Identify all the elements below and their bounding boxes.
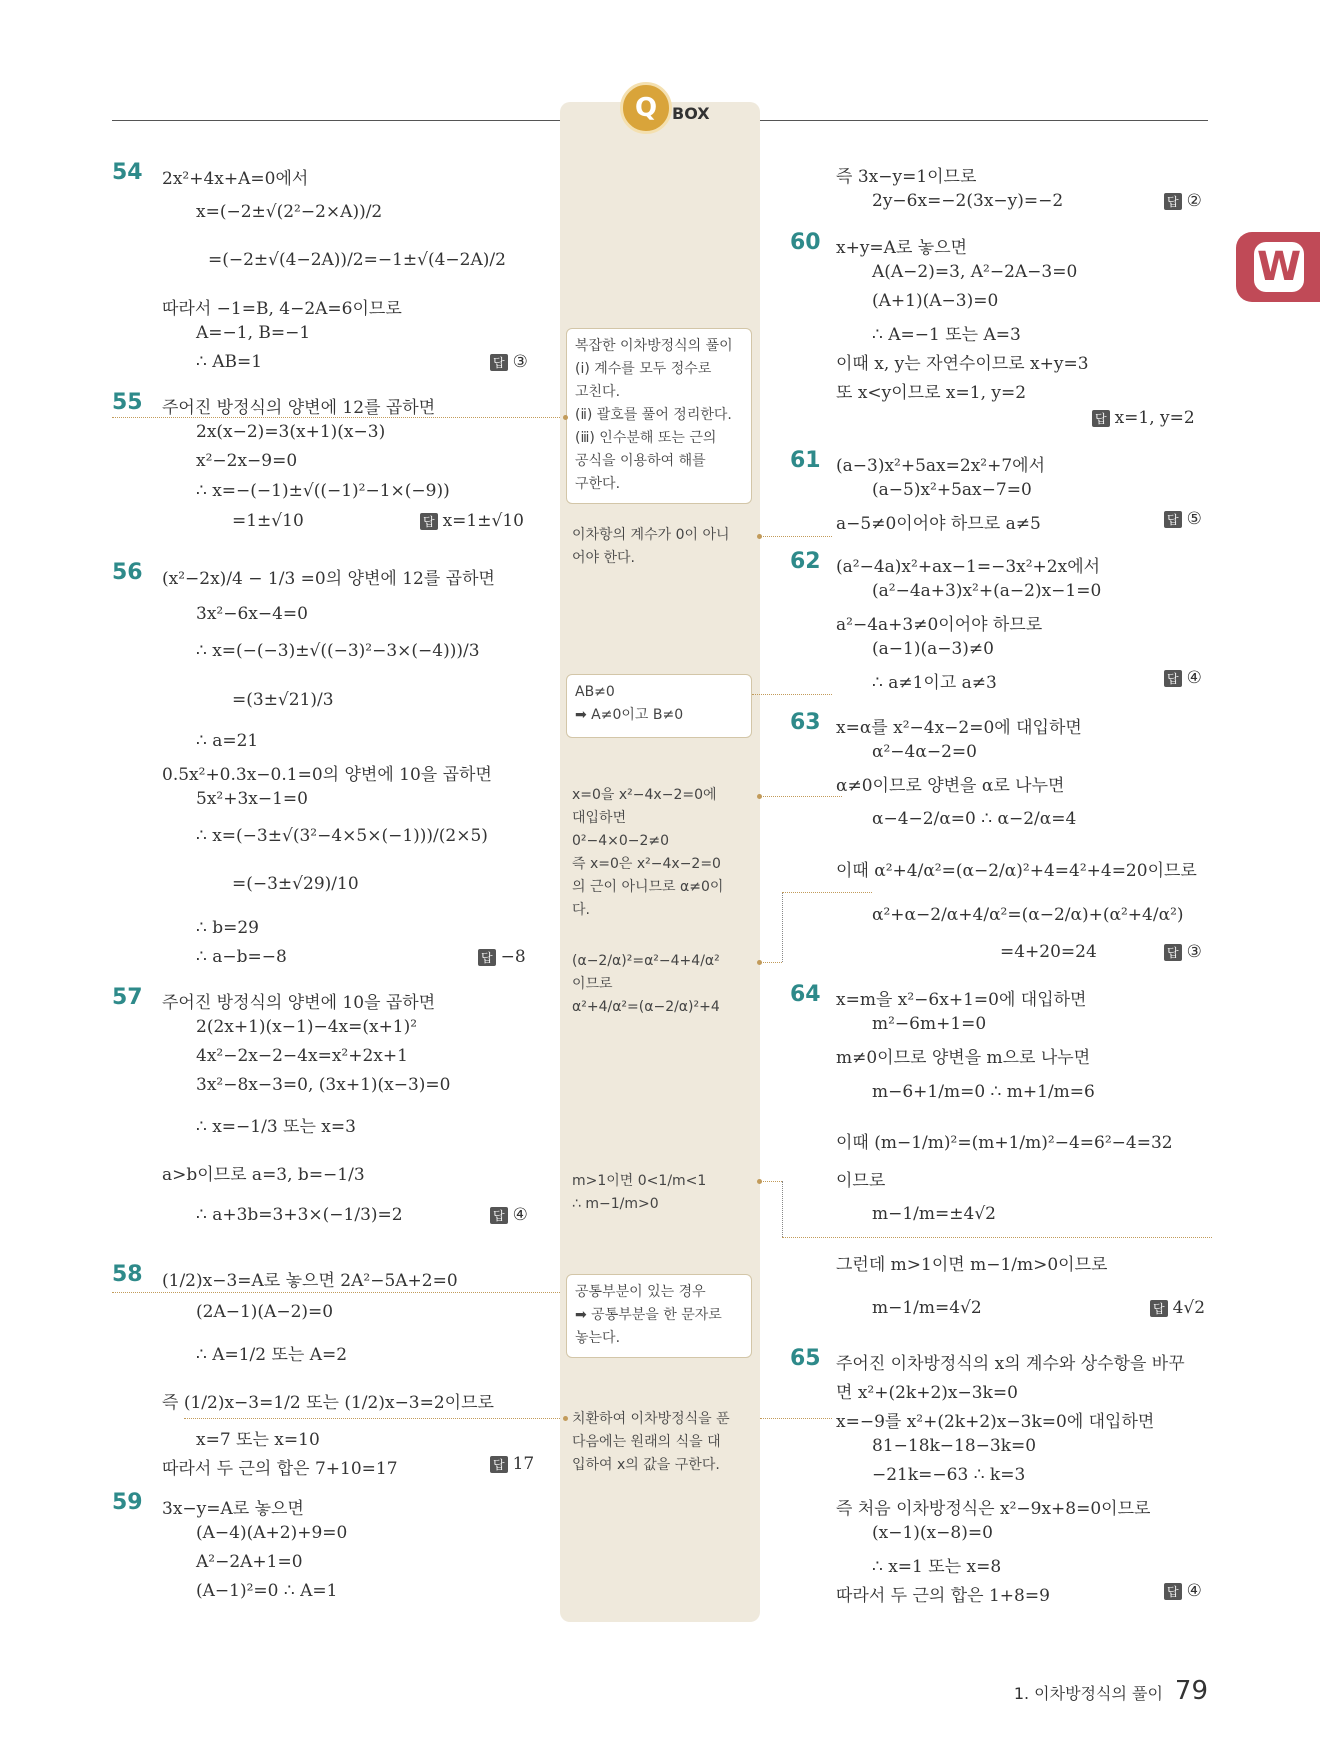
- tip-line: α²+4/α²=(α−2/α)²+4: [572, 999, 720, 1015]
- solution-line: 따라서 두 근의 합은 1+8=9: [836, 1586, 1050, 1606]
- solution-line: 2x²+4x+A=0에서: [162, 169, 309, 189]
- answer: 답 ④: [1164, 1581, 1202, 1601]
- w-icon: W: [1254, 242, 1304, 292]
- leader-line: [752, 694, 832, 695]
- leader-line: [782, 1181, 783, 1237]
- solution-line: 2x(x−2)=3(x+1)(x−3): [196, 422, 386, 442]
- solution-line: 5x²+3x−1=0: [196, 789, 308, 809]
- solution-line: (A−1)²=0 ∴ A=1: [196, 1581, 338, 1601]
- leader-line: [782, 892, 872, 893]
- q-box-label: BOX: [672, 104, 710, 123]
- solution-line: ∴ a=21: [196, 731, 259, 751]
- solution-line: 또 x<y이므로 x=1, y=2: [836, 383, 1027, 403]
- tip-line: 공식을 이용하여 해를: [575, 453, 706, 469]
- leader-line: [760, 796, 842, 797]
- answer: 답 ②: [1164, 191, 1202, 211]
- solution-line: 주어진 방정식의 양변에 10을 곱하면: [162, 993, 436, 1013]
- solution-line: 이때 x, y는 자연수이므로 x+y=3: [836, 354, 1089, 374]
- tip-line: 이차항의 계수가 0이 아니: [572, 527, 730, 543]
- solution-line: ∴ A=1/2 또는 A=2: [196, 1345, 348, 1365]
- tip-line: 대입하면: [572, 810, 627, 826]
- leader-line: [760, 962, 782, 963]
- solution-line: =(−2±√(4−2A))/2=−1±√(4−2A)/2: [208, 250, 506, 270]
- solution-line: 주어진 이차방정식의 x의 계수와 상수항을 바꾸: [836, 1354, 1185, 1374]
- problem-number: 60: [790, 230, 821, 255]
- tip-line: ➡ A≠0이고 B≠0: [575, 707, 684, 723]
- solution-line: α≠0이므로 양변을 α로 나누면: [836, 776, 1065, 796]
- solution-line: (2A−1)(A−2)=0: [196, 1302, 334, 1322]
- solution-line: x=7 또는 x=10: [196, 1430, 320, 1450]
- solution-line: 81−18k−18−3k=0: [872, 1436, 1037, 1456]
- page-number: 79: [1174, 1676, 1208, 1706]
- leader-dot: [563, 1416, 568, 1421]
- solution-line: A=−1, B=−1: [196, 323, 311, 343]
- tip-line: 공통부분이 있는 경우: [575, 1284, 706, 1300]
- solution-line: a²−4a+3≠0이어야 하므로: [836, 615, 1043, 635]
- tip-line: m>1이면 0<1/m<1: [572, 1173, 707, 1189]
- chapter-title: 1. 이차방정식의 풀이: [1013, 1684, 1163, 1703]
- solution-line: a−5≠0이어야 하므로 a≠5: [836, 514, 1041, 534]
- tip-line: 이므로: [572, 976, 613, 992]
- solution-line: 3x²−8x−3=0, (3x+1)(x−3)=0: [196, 1075, 451, 1095]
- problem-number: 59: [112, 1490, 143, 1515]
- q-box-logo-icon: Q: [620, 82, 672, 134]
- tip-line: 다.: [572, 902, 590, 918]
- solution-line: A²−2A+1=0: [196, 1552, 303, 1572]
- solution-line: 면 x²+(2k+2)x−3k=0: [836, 1383, 1018, 1403]
- answer: 답 ④: [490, 1205, 528, 1225]
- tip-line: 치환하여 이차방정식을 푼: [572, 1411, 730, 1427]
- problem-number: 61: [790, 448, 821, 473]
- solution-line: =(3±√21)/3: [232, 690, 334, 710]
- solution-line: 즉 (1/2)x−3=1/2 또는 (1/2)x−3=2이므로: [162, 1393, 494, 1413]
- solution-line: (a²−4a)x²+ax−1=−3x²+2x에서: [836, 557, 1101, 577]
- tip-line: 의 근이 아니므로 α≠0이: [572, 879, 724, 895]
- solution-line: (a−1)(a−3)≠0: [872, 639, 994, 659]
- solution-line: =(−3±√29)/10: [232, 874, 359, 894]
- solution-line: ∴ AB=1: [196, 352, 263, 372]
- answer: 답 ③: [1164, 942, 1202, 962]
- solution-line: x²−2x−9=0: [196, 451, 298, 471]
- tip-m-positive: [572, 1170, 752, 1216]
- solution-line: m≠0이므로 양변을 m으로 나누면: [836, 1048, 1091, 1068]
- solution-line: 2(2x+1)(x−1)−4x=(x+1)²: [196, 1017, 418, 1037]
- solution-line: (a−5)x²+5ax−7=0: [872, 480, 1032, 500]
- solution-line: 0.5x²+0.3x−0.1=0의 양변에 10을 곱하면: [162, 765, 492, 785]
- solution-line: m−6+1/m=0 ∴ m+1/m=6: [872, 1082, 1095, 1102]
- problem-number: 62: [790, 549, 821, 574]
- solution-line: ∴ a−b=−8: [196, 947, 287, 967]
- problem-number: 54: [112, 160, 143, 185]
- problem-number: 63: [790, 710, 821, 735]
- tip-box-product-nonzero: [566, 674, 752, 738]
- tip-line: 즉 x=0은 x²−4x−2=0: [572, 856, 721, 872]
- solution-line: =1±√10: [232, 511, 304, 531]
- page-footer: [1014, 1676, 1208, 1706]
- solution-line: 3x²−6x−4=0: [196, 604, 308, 624]
- problem-number: 56: [112, 560, 143, 585]
- solution-line: 즉 처음 이차방정식은 x²−9x+8=0이므로: [836, 1499, 1151, 1519]
- leader-line: [112, 417, 560, 418]
- solution-line: (x−1)(x−8)=0: [872, 1523, 993, 1543]
- answer: 답 ⑤: [1164, 509, 1202, 529]
- tip-leading-coefficient: [572, 524, 752, 570]
- solution-line: a>b이므로 a=3, b=−1/3: [162, 1165, 365, 1185]
- tip-substitution: [572, 1408, 752, 1477]
- leader-line: [760, 1418, 832, 1419]
- solution-line: (a²−4a+3)x²+(a−2)x−1=0: [872, 581, 1102, 601]
- solution-line: 이때 (m−1/m)²=(m+1/m)²−4=6²−4=32: [836, 1133, 1173, 1153]
- tip-line: 입하여 x의 값을 구한다.: [572, 1457, 720, 1473]
- answer: 답 ③: [490, 352, 528, 372]
- solution-line: ∴ b=29: [196, 918, 259, 938]
- tip-square-identity: [572, 950, 752, 1019]
- solution-line: (x²−2x)/4 − 1/3 =0의 양변에 12를 곱하면: [162, 569, 495, 589]
- solution-line: ∴ x=−(−1)±√((−1)²−1×(−9)): [196, 481, 450, 501]
- tip-box-common-part: [566, 1274, 752, 1358]
- leader-line: [760, 536, 832, 537]
- solution-line: ∴ a≠1이고 a≠3: [872, 673, 997, 693]
- leader-line: [184, 1418, 560, 1419]
- solution-line: m²−6m+1=0: [872, 1014, 987, 1034]
- solution-line: (a−3)x²+5ax=2x²+7에서: [836, 456, 1046, 476]
- solution-line: x+y=A로 놓으면: [836, 238, 968, 258]
- solution-line: ∴ x=(−3±√(3²−4×5×(−1)))/(2×5): [196, 826, 488, 846]
- problem-number: 55: [112, 390, 143, 415]
- solution-line: 이므로: [836, 1171, 886, 1191]
- tip-line: 고친다.: [575, 384, 621, 400]
- tip-line: 어야 한다.: [572, 550, 635, 566]
- answer: 답 x=1, y=2: [1092, 408, 1195, 428]
- solution-line: ∴ x=1 또는 x=8: [872, 1557, 1002, 1577]
- leader-line: [112, 1292, 560, 1293]
- tip-line: ➡ 공통부분을 한 문자로: [575, 1307, 722, 1323]
- tip-line: (ⅲ) 인수분해 또는 근의: [575, 430, 717, 446]
- solution-line: x=m을 x²−6x+1=0에 대입하면: [836, 990, 1087, 1010]
- solution-line: (A+1)(A−3)=0: [872, 291, 999, 311]
- leader-line: [782, 1237, 1212, 1238]
- tip-x-zero: [572, 784, 752, 922]
- tip-line: 복잡한 이차방정식의 풀이: [575, 338, 733, 354]
- tip-line: 0²−4×0−2≠0: [572, 833, 670, 849]
- solution-line: ∴ A=−1 또는 A=3: [872, 325, 1021, 345]
- solution-line: 2y−6x=−2(3x−y)=−2: [872, 191, 1064, 211]
- tip-line: 구한다.: [575, 476, 621, 492]
- solution-line: α−4−2/α=0 ∴ α−2/α=4: [872, 809, 1077, 829]
- answer: 답 −8: [478, 947, 526, 967]
- leader-dot: [563, 415, 568, 420]
- tip-line: (ⅱ) 괄호를 풀어 정리한다.: [575, 407, 732, 423]
- tip-box-complex-equation: [566, 328, 752, 504]
- solution-line: 3x−y=A로 놓으면: [162, 1499, 304, 1519]
- solution-line: 따라서 두 근의 합은 7+10=17: [162, 1459, 398, 1479]
- leader-line: [760, 1181, 782, 1182]
- solution-line: 그런데 m>1이면 m−1/m>0이므로: [836, 1255, 1108, 1275]
- tip-line: (α−2/α)²=α²−4+4/α²: [572, 953, 720, 969]
- section-tab: [1236, 232, 1320, 302]
- solution-line: m−1/m=4√2: [872, 1298, 982, 1318]
- solution-line: 이때 α²+4/α²=(α−2/α)²+4=4²+4=20이므로: [836, 861, 1197, 881]
- solution-line: x=−9를 x²+(2k+2)x−3k=0에 대입하면: [836, 1412, 1155, 1432]
- solution-line: 4x²−2x−2−4x=x²+2x+1: [196, 1046, 408, 1066]
- problem-number: 57: [112, 985, 143, 1010]
- tip-line: (ⅰ) 계수를 모두 정수로: [575, 361, 712, 377]
- problem-number: 58: [112, 1262, 143, 1287]
- tip-line: x=0을 x²−4x−2=0에: [572, 787, 717, 803]
- solution-line: ∴ a+3b=3+3×(−1/3)=2: [196, 1205, 403, 1225]
- solution-line: α²−4α−2=0: [872, 742, 977, 762]
- solution-line: −21k=−63 ∴ k=3: [872, 1465, 1026, 1485]
- solution-line: ∴ x=−1/3 또는 x=3: [196, 1117, 356, 1137]
- solution-line: A(A−2)=3, A²−2A−3=0: [872, 262, 1078, 282]
- solution-line: ∴ x=(−(−3)±√((−3)²−3×(−4)))/3: [196, 641, 480, 661]
- solution-line: α²+α−2/α+4/α²=(α−2/α)+(α²+4/α²): [872, 905, 1184, 925]
- problem-number: 64: [790, 982, 821, 1007]
- leader-line: [782, 892, 783, 962]
- solution-line: 따라서 −1=B, 4−2A=6이므로: [162, 299, 402, 319]
- answer: 답 17: [490, 1454, 534, 1474]
- answer: 답 x=1±√10: [420, 511, 524, 531]
- solution-line: =4+20=24: [1000, 942, 1097, 962]
- solution-line: (1/2)x−3=A로 놓으면 2A²−5A+2=0: [162, 1271, 458, 1291]
- answer: 답 ④: [1164, 668, 1202, 688]
- solution-line: (A−4)(A+2)+9=0: [196, 1523, 348, 1543]
- problem-number: 65: [790, 1346, 821, 1371]
- tip-line: ∴ m−1/m>0: [572, 1196, 659, 1212]
- solution-line: m−1/m=±4√2: [872, 1204, 996, 1224]
- tip-line: AB≠0: [575, 684, 615, 700]
- solution-line: 즉 3x−y=1이므로: [836, 167, 977, 187]
- tip-line: 놓는다.: [575, 1330, 621, 1346]
- answer: 답 4√2: [1150, 1298, 1205, 1318]
- solution-line: x=α를 x²−4x−2=0에 대입하면: [836, 718, 1082, 738]
- solution-line: x=(−2±√(2²−2×A))/2: [196, 202, 383, 222]
- tip-line: 다음에는 원래의 식을 대: [572, 1434, 721, 1450]
- solution-line: 주어진 방정식의 양변에 12를 곱하면: [162, 398, 436, 418]
